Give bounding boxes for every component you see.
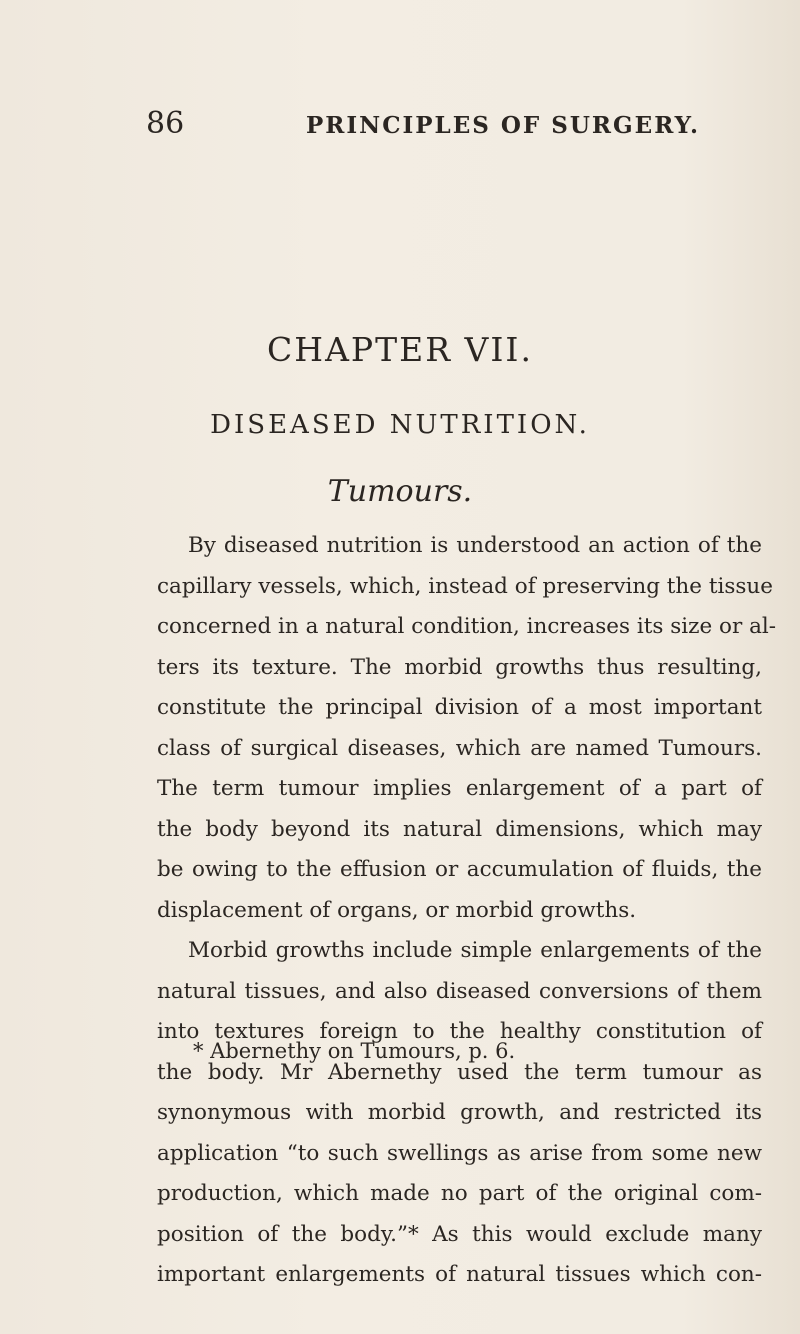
text-line: be owing to the effusion or accumulation of fluids, the (157, 857, 762, 882)
footnote: * Abernethy on Tumours, p. 6. (193, 1039, 516, 1063)
text-line: concerned in a natural condition, increases its size or al- (157, 614, 777, 639)
text-line: important enlargements of natural tissues which con- (157, 1262, 762, 1287)
text-line: application “to such swellings as arise from some new (157, 1140, 762, 1166)
text-line: By diseased nutrition is understood an action of the (188, 533, 762, 558)
running-head (146, 104, 766, 144)
text-line: production, which made no part of the original com- (157, 1181, 762, 1206)
paragraph-2 (157, 931, 762, 1296)
text-line: into textures foreign to the healthy constitution of (157, 1019, 762, 1044)
text-line: the body. Mr Abernethy used the term tumour as (157, 1059, 762, 1085)
text-line: capillary vessels, which, instead of preserving the tissue (157, 573, 773, 599)
chapter-title: CHAPTER VII. (267, 330, 533, 369)
text-line: class of surgical diseases, which are named Tumours. (157, 735, 762, 761)
page-number: 86 (146, 106, 185, 141)
text-line: constitute the principal division of a most important (157, 695, 762, 720)
body-text (157, 526, 777, 1296)
running-title: PRINCIPLES OF SURGERY. (306, 112, 701, 139)
text-line: the body beyond its natural dimensions, which may (157, 816, 762, 842)
text-line: Morbid growths include simple enlargements of the (188, 938, 762, 963)
subsection-title: Tumours. (327, 474, 473, 509)
text-line: ters its texture. The morbid growths thus resulting, (157, 654, 762, 680)
text-line: synonymous with morbid growth, and restricted its (157, 1100, 762, 1125)
section-title: DISEASED NUTRITION. (210, 410, 590, 440)
text-line: natural tissues, and also diseased conversions of them (157, 978, 762, 1004)
text-line: The term tumour implies enlargement of a part of (157, 776, 762, 801)
paragraph-1 (157, 526, 777, 931)
text-line: displacement of organs, or morbid growths. (157, 897, 637, 923)
text-line: position of the body.”* As this would exclude many (157, 1221, 762, 1247)
